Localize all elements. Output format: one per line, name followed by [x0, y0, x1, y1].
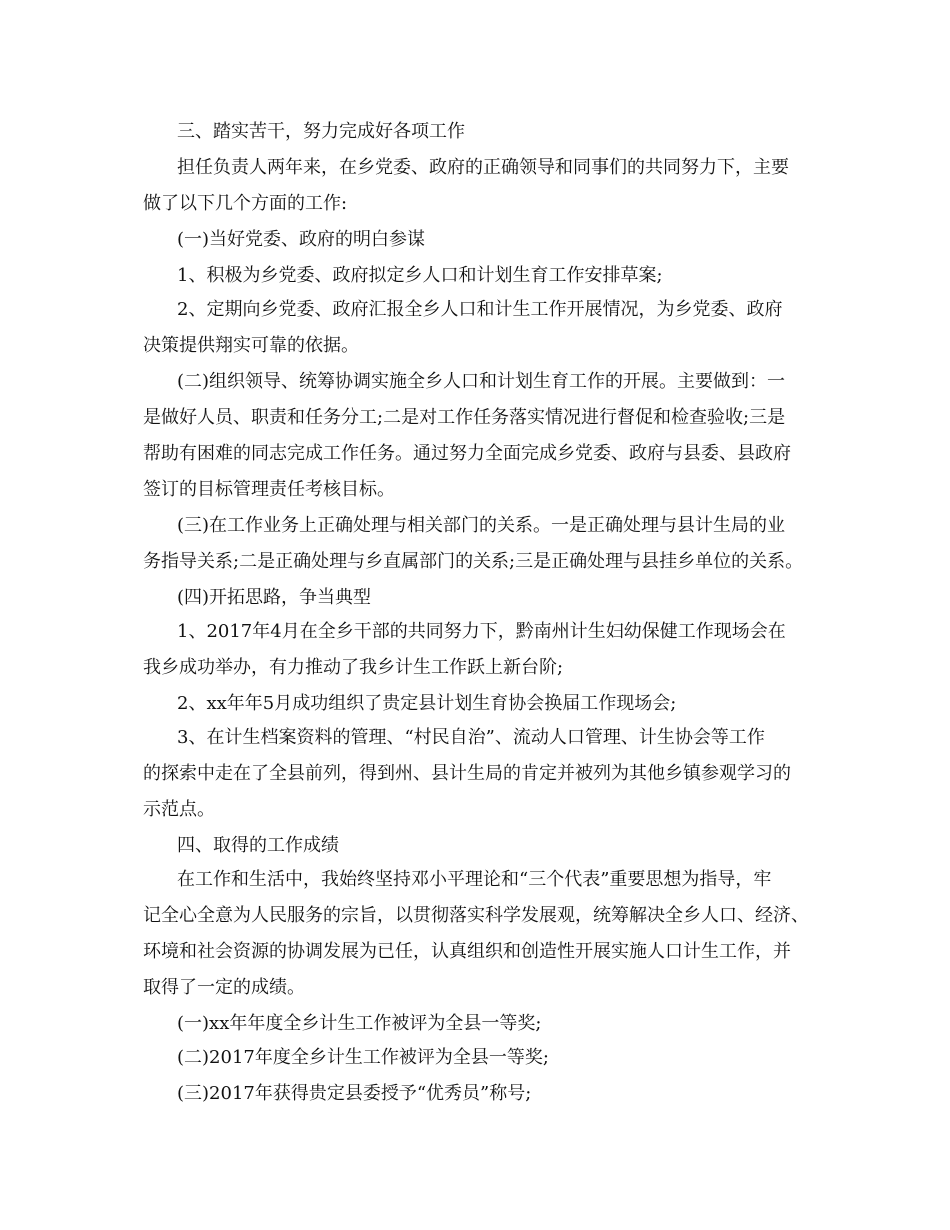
list-item: 1、积极为乡党委、政府拟定乡人口和计划生育工作安排草案; — [177, 265, 663, 286]
paragraph-line: 务指导关系;二是正确处理与乡直属部门的关系;三是正确处理与县挂乡单位的关系。 — [143, 551, 804, 572]
paragraph-line: 签订的目标管理责任考核目标。 — [143, 479, 395, 500]
list-item: 2、xx年年5月成功组织了贵定县计划生育协会换届工作现场会; — [177, 693, 677, 714]
paragraph-line: 帮助有困难的同志完成工作任务。通过努力全面完成乡党委、政府与县委、县政府 — [143, 443, 791, 464]
subheading: (一)当好党委、政府的明白参谋 — [177, 229, 426, 250]
list-item: 1、2017年4月在全乡干部的共同努力下，黔南州计生妇幼保健工作现场会在 — [177, 621, 786, 642]
paragraph-line: 环境和社会资源的协调发展为已任，认真组织和创造性开展实施人口计生工作，并 — [143, 941, 791, 962]
paragraph-line: 取得了一定的成绩。 — [143, 977, 305, 998]
section-heading: 三、踏实苦干，努力完成好各项工作 — [177, 121, 465, 142]
paragraph-line: 做了以下几个方面的工作: — [143, 193, 348, 214]
paragraph-line: 在工作和生活中，我始终坚持邓小平理论和“三个代表”重要思想为指导，牢 — [177, 869, 772, 890]
paragraph-line: 担任负责人两年来，在乡党委、政府的正确领导和同事们的共同努力下，主要 — [177, 157, 789, 178]
list-item: (三)2017年获得贵定县委授予“优秀员”称号; — [177, 1083, 532, 1104]
subheading: (二)组织领导、统筹协调实施全乡人口和计划生育工作的开展。主要做到：一 — [177, 371, 786, 392]
list-item: 3、在计生档案资料的管理、“村民自治”、流动人口管理、计生协会等工作 — [177, 727, 765, 748]
subheading: (三)在工作业务上正确处理与相关部门的关系。一是正确处理与县计生局的业 — [177, 515, 786, 536]
paragraph-line: 决策提供翔实可靠的依据。 — [143, 335, 359, 356]
subheading: (四)开拓思路，争当典型 — [177, 587, 372, 608]
list-item: 2、定期向乡党委、政府汇报全乡人口和计生工作开展情况，为乡党委、政府 — [177, 299, 783, 320]
list-item: (一)xx年年度全乡计生工作被评为全县一等奖; — [177, 1013, 542, 1034]
paragraph-line: 记全心全意为人民服务的宗旨，以贯彻落实科学发展观，统筹解决全乡人口、经济、 — [143, 905, 809, 926]
paragraph-line: 是做好人员、职责和任务分工;二是对工作任务落实情况进行督促和检查验收;三是 — [143, 407, 786, 428]
paragraph-line: 示范点。 — [143, 799, 215, 820]
list-item: (二)2017年度全乡计生工作被评为全县一等奖; — [177, 1047, 549, 1068]
paragraph-line: 我乡成功举办，有力推动了我乡计生工作跃上新台阶; — [143, 657, 564, 678]
section-heading: 四、取得的工作成绩 — [177, 835, 339, 856]
paragraph-line: 的探索中走在了全县前列，得到州、县计生局的肯定并被列为其他乡镇参观学习的 — [143, 763, 791, 784]
